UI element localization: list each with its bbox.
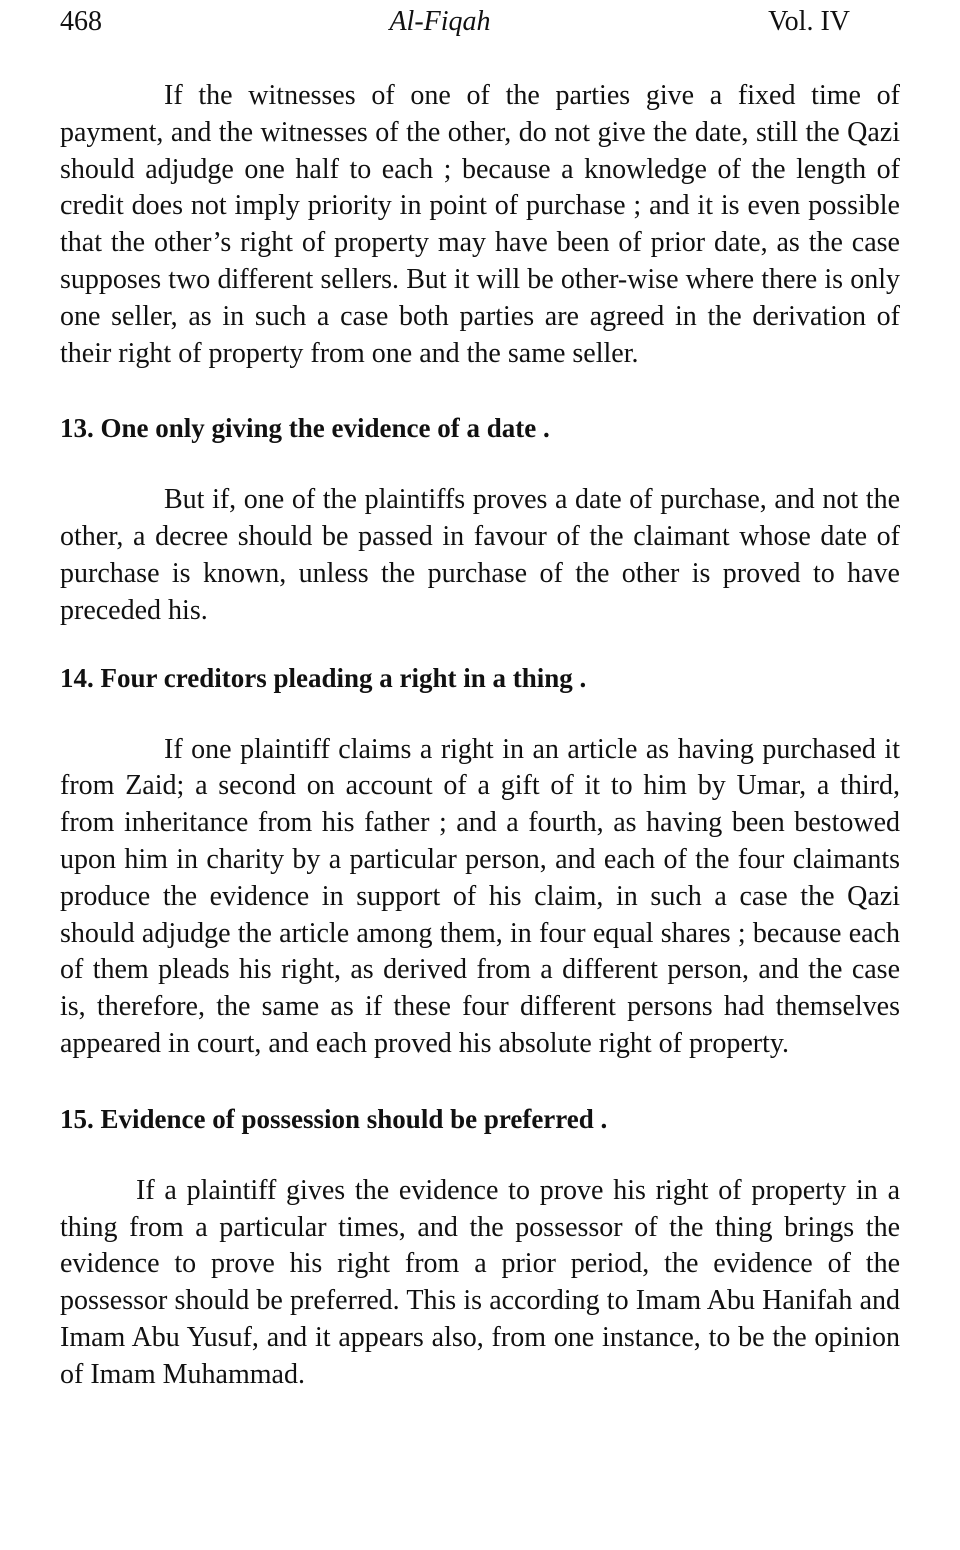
- body-paragraph: If one plaintiff claims a right in an article as having purchased it from Zaid; a second on account of a gift of it to him by Umar, a third, from inheritance from his father ; and a fourth, as having been bestowed upon him in charity by a particular person, and each of the four claimants produce the evidence in support of his claim, in such a case the Qazi should adjudge the article among them, in four equal shares ; because each of them pleads his right, as derived from a different person, and the case is, therefore, the same as if these four different persons had themselves appeared in court, and each proved his absolute right of property.: [60, 733, 900, 1059]
- section-heading-14: 14. Four creditors pleading a right in a thing .: [60, 662, 587, 693]
- body-paragraph: If the witnesses of one of the parties give a fixed time of payment, and the witnesses of the other, do not give the date, still the Qazi should adjudge one half to each ; because a knowledge of the length of credit does not imply priority in point of purchase ; and it is even possible that the other’s right of property may have been of prior date, as the case supposes two different sellers. But it will be other-wise where there is only one seller, as in such a case both parties are agreed in the derivation of their right of property from one and the same seller.: [60, 80, 900, 369]
- section-heading-15: 15. Evidence of possession should be preferred .: [60, 1103, 608, 1134]
- page-number: 468: [60, 6, 102, 37]
- body-paragraph: If a plaintiff gives the evidence to prove his right of property in a thing from a particular times, and the possessor of the thing brings the evidence to prove his right from a prior period, the evidence of the possessor should be preferred. This is according to Imam Abu Hanifah and Imam Abu Yusuf, and it appears also, from one instance, to be the opinion of Imam Muhammad.: [60, 1174, 900, 1390]
- volume-label: Vol. IV: [768, 6, 850, 37]
- body-paragraph: But if, one of the plaintiffs proves a date of purchase, and not the other, a decree should be passed in favour of the claimant whose date of purchase is known, unless the purchase of the other is proved to have preceded his.: [60, 484, 900, 626]
- book-page: [60, 0, 900, 1394]
- book-title: Al-Fiqah: [389, 6, 491, 37]
- section-heading-13: 13. One only giving the evidence of a date .: [60, 413, 550, 444]
- running-header: [60, 0, 900, 50]
